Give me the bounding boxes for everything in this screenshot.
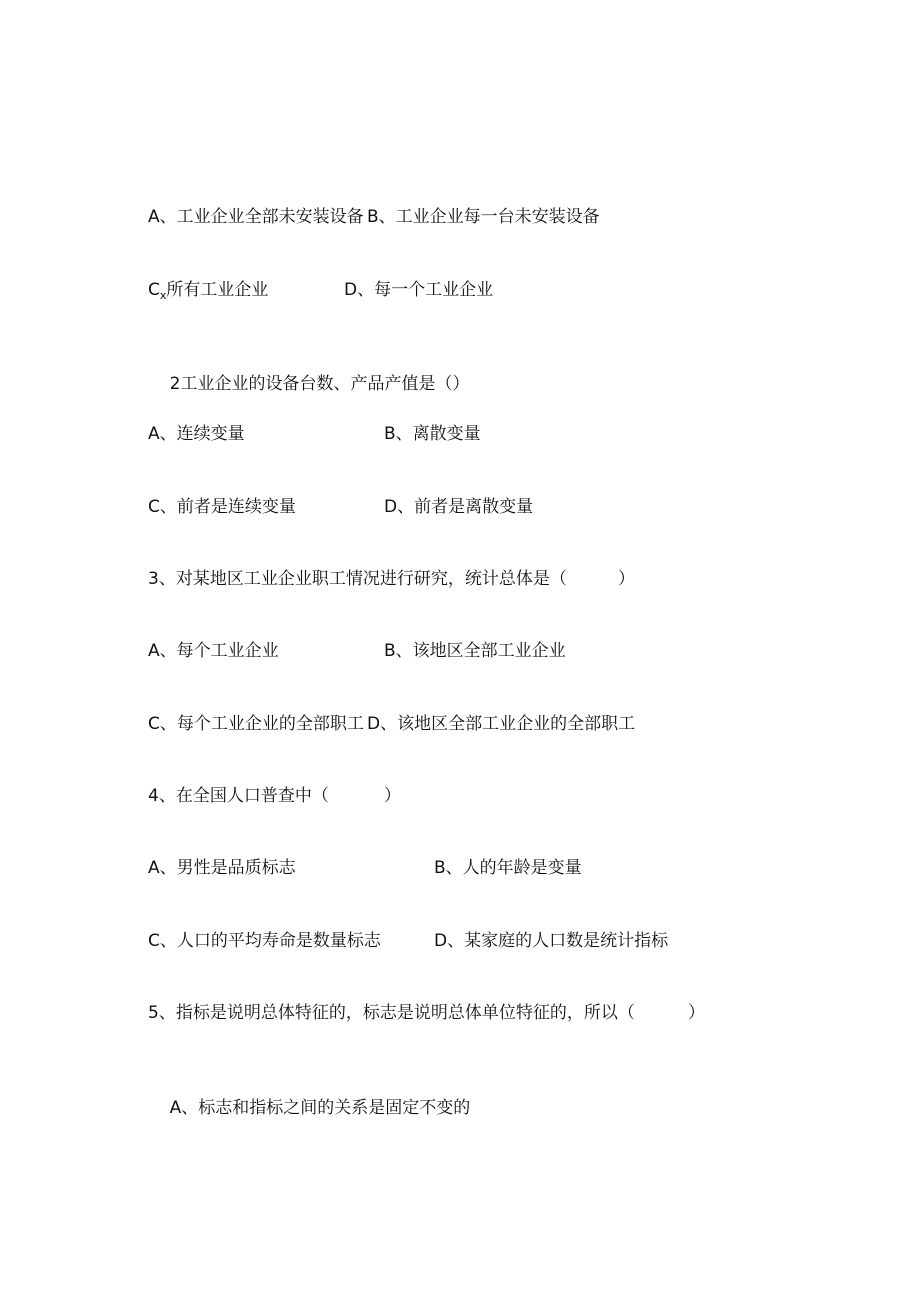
- q1-option-c: [148, 279, 268, 307]
- question-2: [148, 351, 469, 417]
- question-4-text: 4、在全国人口普查中（: [148, 786, 329, 806]
- question-4-close-paren: ）: [384, 786, 401, 806]
- q4-option-c: C、人口的平均寿命是数量标志: [148, 931, 381, 951]
- question-3-text: 3、对某地区工业企业职工情况进行研究，统计总体是（: [148, 569, 567, 589]
- q1-option-b: B、工业企业每一台未安装设备: [367, 207, 600, 227]
- q3-option-d: D、该地区全部工业企业的全部职工: [367, 714, 636, 734]
- q1-option-a: A、工业企业全部未安装设备: [148, 207, 364, 227]
- q5-option-a-line: [148, 1075, 470, 1141]
- question-3-close-paren: ）: [618, 569, 635, 589]
- q4-option-a: A、男性是品质标志: [148, 858, 296, 878]
- q3-option-b: B、该地区全部工业企业: [384, 641, 566, 661]
- q1-option-c-subscript: x: [159, 289, 167, 302]
- q2-option-b: B、离散变量: [384, 424, 481, 444]
- question-2-text: 2工业企业的设备台数、产品产值是（）: [169, 374, 470, 394]
- q1-option-c-text: 所有工业企业: [166, 280, 269, 300]
- q2-option-d: D、前者是离散变量: [384, 497, 534, 517]
- q2-option-c: C、前者是连续变量: [148, 497, 296, 517]
- q4-option-b: B、人的年龄是变量: [434, 858, 582, 878]
- q3-option-a: A、每个工业企业: [148, 641, 279, 661]
- q2-option-a: A、连续变量: [148, 424, 245, 444]
- question-5-text: 5、指标是说明总体特征的，标志是说明总体单位特征的，所以（: [148, 1003, 635, 1023]
- q1-option-c-letter: C: [148, 280, 160, 300]
- q4-option-d: D、某家庭的人口数是统计指标: [434, 931, 669, 951]
- question-5-close-paren: ）: [688, 1003, 705, 1023]
- q3-option-c: C、每个工业企业的全部职工: [148, 714, 364, 734]
- q5-option-a: A、标志和指标之间的关系是固定不变的: [169, 1098, 471, 1118]
- q1-option-d: D、每一个工业企业: [344, 280, 494, 300]
